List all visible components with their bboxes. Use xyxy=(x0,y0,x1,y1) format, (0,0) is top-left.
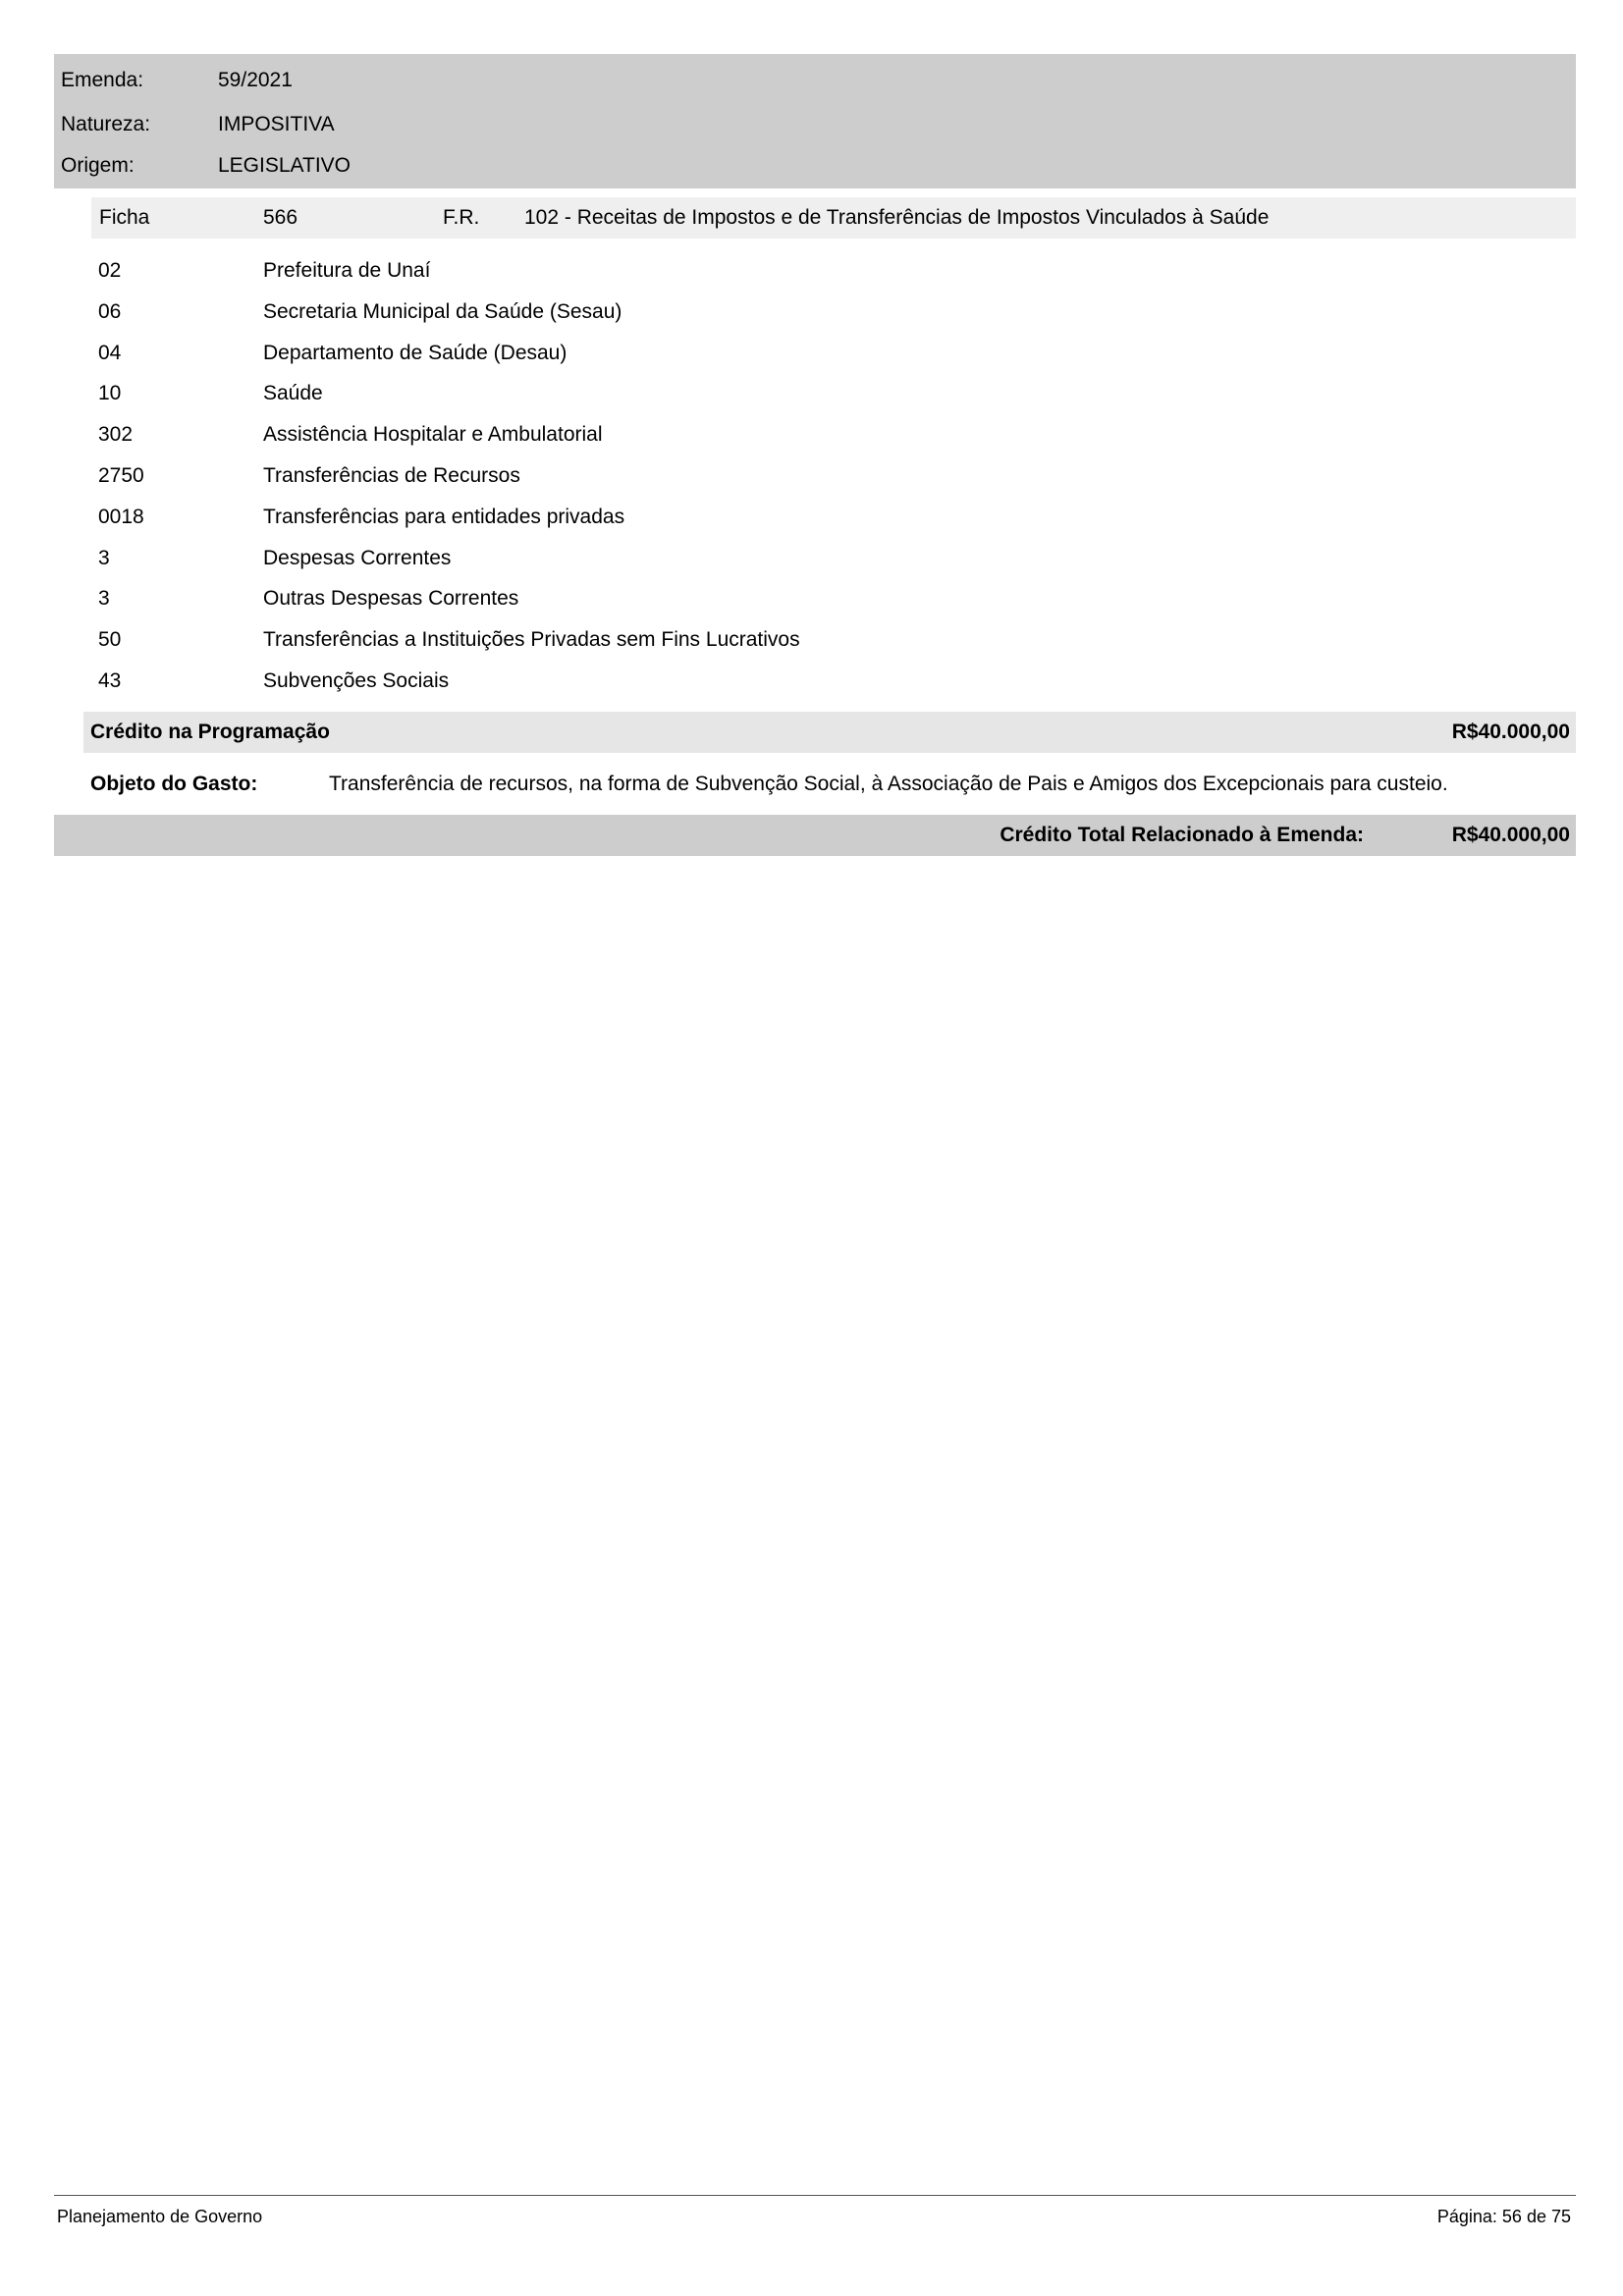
ficha-label: Ficha xyxy=(99,206,150,229)
class-code: 43 xyxy=(98,668,122,692)
objeto-gasto-row xyxy=(90,766,1573,803)
fr-label: F.R. xyxy=(443,206,480,229)
class-code: 50 xyxy=(98,628,122,652)
class-desc: Assistência Hospitalar e Ambulatorial xyxy=(263,423,603,447)
list-item xyxy=(98,661,1571,702)
emenda-value: 59/2021 xyxy=(218,69,293,91)
ficha-row xyxy=(91,197,1576,239)
footer-divider xyxy=(54,2195,1576,2196)
class-code: 0018 xyxy=(98,505,144,528)
total-value: R$40.000,00 xyxy=(1451,824,1570,846)
list-item xyxy=(98,373,1571,414)
class-desc: Saúde xyxy=(263,382,323,405)
list-item xyxy=(98,455,1571,497)
amendment-header xyxy=(54,54,1576,188)
class-desc: Departamento de Saúde (Desau) xyxy=(263,341,568,364)
class-code: 02 xyxy=(98,259,122,282)
list-item xyxy=(98,497,1571,538)
class-code: 3 xyxy=(98,546,110,569)
classification-list xyxy=(98,250,1571,702)
class-code: 10 xyxy=(98,382,122,405)
list-item xyxy=(98,538,1571,579)
credito-total-row xyxy=(54,815,1576,856)
objeto-label: Objeto do Gasto: xyxy=(90,773,258,795)
class-desc: Transferências para entidades privadas xyxy=(263,505,625,528)
class-desc: Secretaria Municipal da Saúde (Sesau) xyxy=(263,299,622,323)
class-code: 2750 xyxy=(98,463,144,487)
natureza-label: Natureza: xyxy=(61,113,151,135)
list-item xyxy=(98,333,1571,374)
credito-label: Crédito na Programação xyxy=(90,721,330,743)
footer-left-text: Planejamento de Governo xyxy=(57,2207,263,2226)
list-item xyxy=(98,250,1571,292)
class-code: 3 xyxy=(98,587,110,611)
class-code: 04 xyxy=(98,341,122,364)
total-label: Crédito Total Relacionado à Emenda: xyxy=(1000,824,1364,846)
natureza-value: IMPOSITIVA xyxy=(218,113,335,135)
class-desc: Transferências a Instituições Privadas sem Fins Lucrativos xyxy=(263,628,800,652)
list-item xyxy=(98,414,1571,455)
ficha-number: 566 xyxy=(263,206,298,229)
class-desc: Despesas Correntes xyxy=(263,546,452,569)
class-desc: Outras Despesas Correntes xyxy=(263,587,519,611)
class-desc: Prefeitura de Unaí xyxy=(263,259,431,282)
origem-value: LEGISLATIVO xyxy=(218,154,351,177)
emenda-label: Emenda: xyxy=(61,69,144,91)
class-code: 06 xyxy=(98,299,122,323)
class-code: 302 xyxy=(98,423,134,447)
class-desc: Transferências de Recursos xyxy=(263,463,520,487)
objeto-value: Transferência de recursos, na forma de Subvenção Social, à Associação de Pais e Amigos dos Excepcionais para custeio. xyxy=(329,773,1448,795)
list-item xyxy=(98,619,1571,661)
credito-value: R$40.000,00 xyxy=(1451,721,1570,743)
class-desc: Subvenções Sociais xyxy=(263,668,450,692)
list-item xyxy=(98,578,1571,619)
origem-label: Origem: xyxy=(61,154,135,177)
list-item xyxy=(98,292,1571,333)
credito-programacao-row xyxy=(83,712,1576,753)
fr-value: 102 - Receitas de Impostos e de Transferências de Impostos Vinculados à Saúde xyxy=(524,206,1270,229)
page-number: Página: 56 de 75 xyxy=(1436,2207,1571,2226)
